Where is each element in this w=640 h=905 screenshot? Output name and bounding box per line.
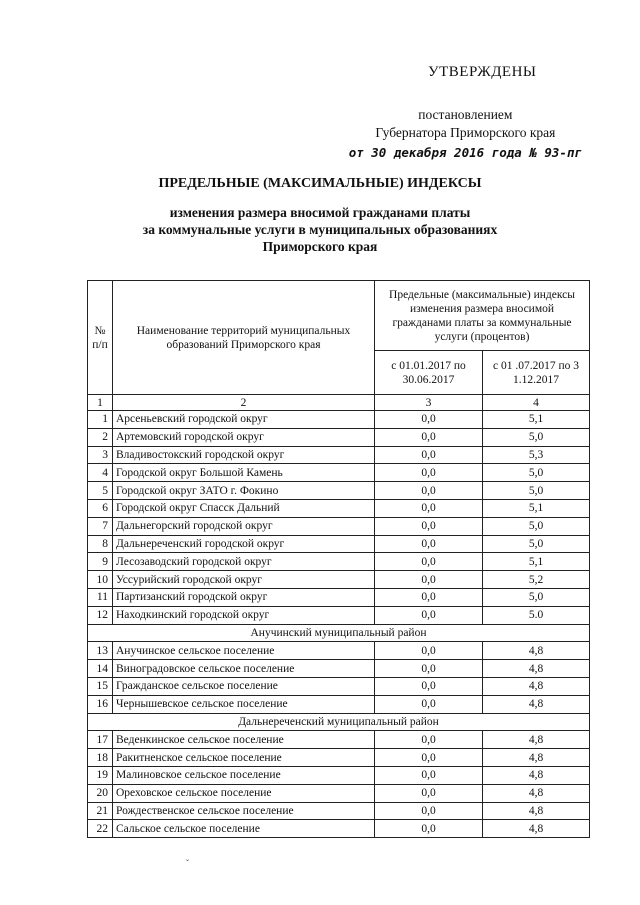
index-period-2: 4,8 [483, 766, 590, 784]
territory-name: Партизанский городской округ [113, 588, 375, 606]
document-title: ПРЕДЕЛЬНЫЕ (МАКСИМАЛЬНЫЕ) ИНДЕКСЫ [158, 176, 482, 191]
territory-name: Сальское сельское поселение [113, 820, 375, 838]
index-period-1: 0,0 [375, 553, 483, 571]
row-number: 4 [88, 464, 113, 482]
row-number: 13 [88, 642, 113, 660]
column-number: 1 [88, 395, 113, 411]
territory-name: Малиновское сельское поселение [113, 766, 375, 784]
index-period-1: 0,0 [375, 695, 483, 713]
approved-heading: УТВЕРЖДЕНЫ [428, 64, 537, 80]
index-period-2: 4,8 [483, 802, 590, 820]
column-number: 4 [483, 395, 590, 411]
region-heading: Анучинский муниципальный район [88, 624, 590, 642]
row-number: 9 [88, 553, 113, 571]
row-number: 14 [88, 660, 113, 678]
column-number: 2 [113, 395, 375, 411]
index-period-1: 0,0 [375, 446, 483, 464]
index-period-2: 4,8 [483, 731, 590, 749]
index-period-1: 0,0 [375, 606, 483, 624]
territory-name: Находкинский городской округ [113, 606, 375, 624]
row-number: 2 [88, 428, 113, 446]
index-period-1: 0,0 [375, 731, 483, 749]
column-numbers-row [88, 395, 590, 411]
document-subtitle [0, 204, 640, 255]
territory-name: Лесозаводский городской округ [113, 553, 375, 571]
row-number: 16 [88, 695, 113, 713]
row-number: 12 [88, 606, 113, 624]
row-number: 3 [88, 446, 113, 464]
table-row [88, 766, 590, 784]
row-number: 10 [88, 571, 113, 589]
index-period-1: 0,0 [375, 784, 483, 802]
index-period-1: 0,0 [375, 820, 483, 838]
territory-name: Виноградовское сельское поселение [113, 660, 375, 678]
territory-name: Городской округ Спасск Дальний [113, 499, 375, 517]
table-row [88, 411, 590, 429]
index-period-2: 4,8 [483, 660, 590, 678]
index-period-1: 0,0 [375, 411, 483, 429]
territory-name: Гражданское сельское поселение [113, 677, 375, 695]
row-number: 5 [88, 482, 113, 500]
index-period-2: 5,1 [483, 411, 590, 429]
index-period-1: 0,0 [375, 464, 483, 482]
territory-name: Ореховское сельское поселение [113, 784, 375, 802]
index-period-1: 0,0 [375, 428, 483, 446]
table-row [88, 553, 590, 571]
index-period-2: 5.0 [483, 606, 590, 624]
index-period-2: 5,0 [483, 482, 590, 500]
row-number: 8 [88, 535, 113, 553]
table-row [88, 802, 590, 820]
territory-name: Городской округ Большой Камень [113, 464, 375, 482]
row-number: 15 [88, 677, 113, 695]
subtitle-line-1: изменения размера вносимой гражданами платы [169, 205, 471, 220]
table-row [88, 606, 590, 624]
territory-name: Анучинское сельское поселение [113, 642, 375, 660]
index-period-2: 5,0 [483, 517, 590, 535]
territory-name: Артемовский городской округ [113, 428, 375, 446]
territory-name: Дальнереченский городской округ [113, 535, 375, 553]
subtitle-line-2: за коммунальные услуги в муниципальных образованиях [142, 222, 498, 237]
table-row [88, 517, 590, 535]
table-row [88, 731, 590, 749]
index-period-1: 0,0 [375, 642, 483, 660]
header-period-2: с 01 .07.2017 по 3 1.12.2017 [483, 351, 590, 395]
header-period-1: с 01.01.2017 по 30.06.2017 [375, 351, 483, 395]
index-period-2: 5,1 [483, 553, 590, 571]
table-row [88, 784, 590, 802]
decree-date: от 30 декабря 2016 года № 93-пг [348, 145, 582, 160]
row-number: 21 [88, 802, 113, 820]
row-number: 7 [88, 517, 113, 535]
row-number: 17 [88, 731, 113, 749]
decree-line-2: Губернатора Приморского края [375, 125, 556, 140]
index-period-2: 5,1 [483, 499, 590, 517]
table-row [88, 499, 590, 517]
territory-name: Дальнегорский городской округ [113, 517, 375, 535]
header-territory-name: Наименование территорий муниципальных образований Приморского края [113, 281, 375, 395]
row-number: 11 [88, 588, 113, 606]
index-period-1: 0,0 [375, 588, 483, 606]
index-period-2: 4,8 [483, 784, 590, 802]
territory-name: Рождественское сельское поселение [113, 802, 375, 820]
index-period-1: 0,0 [375, 535, 483, 553]
territory-name: Веденкинское сельское поселение [113, 731, 375, 749]
table-row [88, 660, 590, 678]
subtitle-line-3: Приморского края [262, 239, 378, 254]
territory-name: Арсеньевский городской округ [113, 411, 375, 429]
index-period-2: 5,0 [483, 428, 590, 446]
table-row [88, 588, 590, 606]
index-period-2: 5,2 [483, 571, 590, 589]
table-row [88, 428, 590, 446]
indices-table [87, 280, 590, 838]
territory-name: Уссурийский городской округ [113, 571, 375, 589]
index-period-1: 0,0 [375, 499, 483, 517]
table-row [88, 446, 590, 464]
table-row [88, 749, 590, 767]
index-period-1: 0,0 [375, 660, 483, 678]
table-row [88, 642, 590, 660]
row-number: 22 [88, 820, 113, 838]
index-period-2: 4,8 [483, 820, 590, 838]
scan-mark: ˘ [186, 858, 189, 868]
index-period-2: 4,8 [483, 695, 590, 713]
header-index-group: Предельные (максимальные) индексы изменения размера вносимой гражданами платы за коммунальные услуги (процентов) [375, 281, 590, 351]
row-number: 19 [88, 766, 113, 784]
index-period-2: 5,0 [483, 535, 590, 553]
table-row [88, 535, 590, 553]
table-row [88, 571, 590, 589]
index-period-2: 5,0 [483, 464, 590, 482]
table-row [88, 677, 590, 695]
row-number: 6 [88, 499, 113, 517]
index-period-2: 5,0 [483, 588, 590, 606]
index-period-1: 0,0 [375, 677, 483, 695]
index-period-1: 0,0 [375, 802, 483, 820]
index-period-2: 4,8 [483, 749, 590, 767]
index-period-1: 0,0 [375, 482, 483, 500]
column-number: 3 [375, 395, 483, 411]
region-heading: Дальнереченский муниципальный район [88, 713, 590, 731]
table-row [88, 464, 590, 482]
index-period-1: 0,0 [375, 766, 483, 784]
header-number: № п/п [88, 281, 113, 395]
index-period-2: 4,8 [483, 677, 590, 695]
index-period-2: 5,3 [483, 446, 590, 464]
row-number: 1 [88, 411, 113, 429]
index-period-1: 0,0 [375, 749, 483, 767]
territory-name: Ракитненское сельское поселение [113, 749, 375, 767]
table-row [88, 820, 590, 838]
table-row [88, 482, 590, 500]
index-period-1: 0,0 [375, 517, 483, 535]
index-period-2: 4,8 [483, 642, 590, 660]
row-number: 20 [88, 784, 113, 802]
index-period-1: 0,0 [375, 571, 483, 589]
row-number: 18 [88, 749, 113, 767]
decree-reference [349, 106, 582, 162]
table-row [88, 695, 590, 713]
decree-line-1: постановлением [418, 107, 513, 122]
territory-name: Чернышевское сельское поселение [113, 695, 375, 713]
territory-name: Городской округ ЗАТО г. Фокино [113, 482, 375, 500]
territory-name: Владивостокский городской округ [113, 446, 375, 464]
